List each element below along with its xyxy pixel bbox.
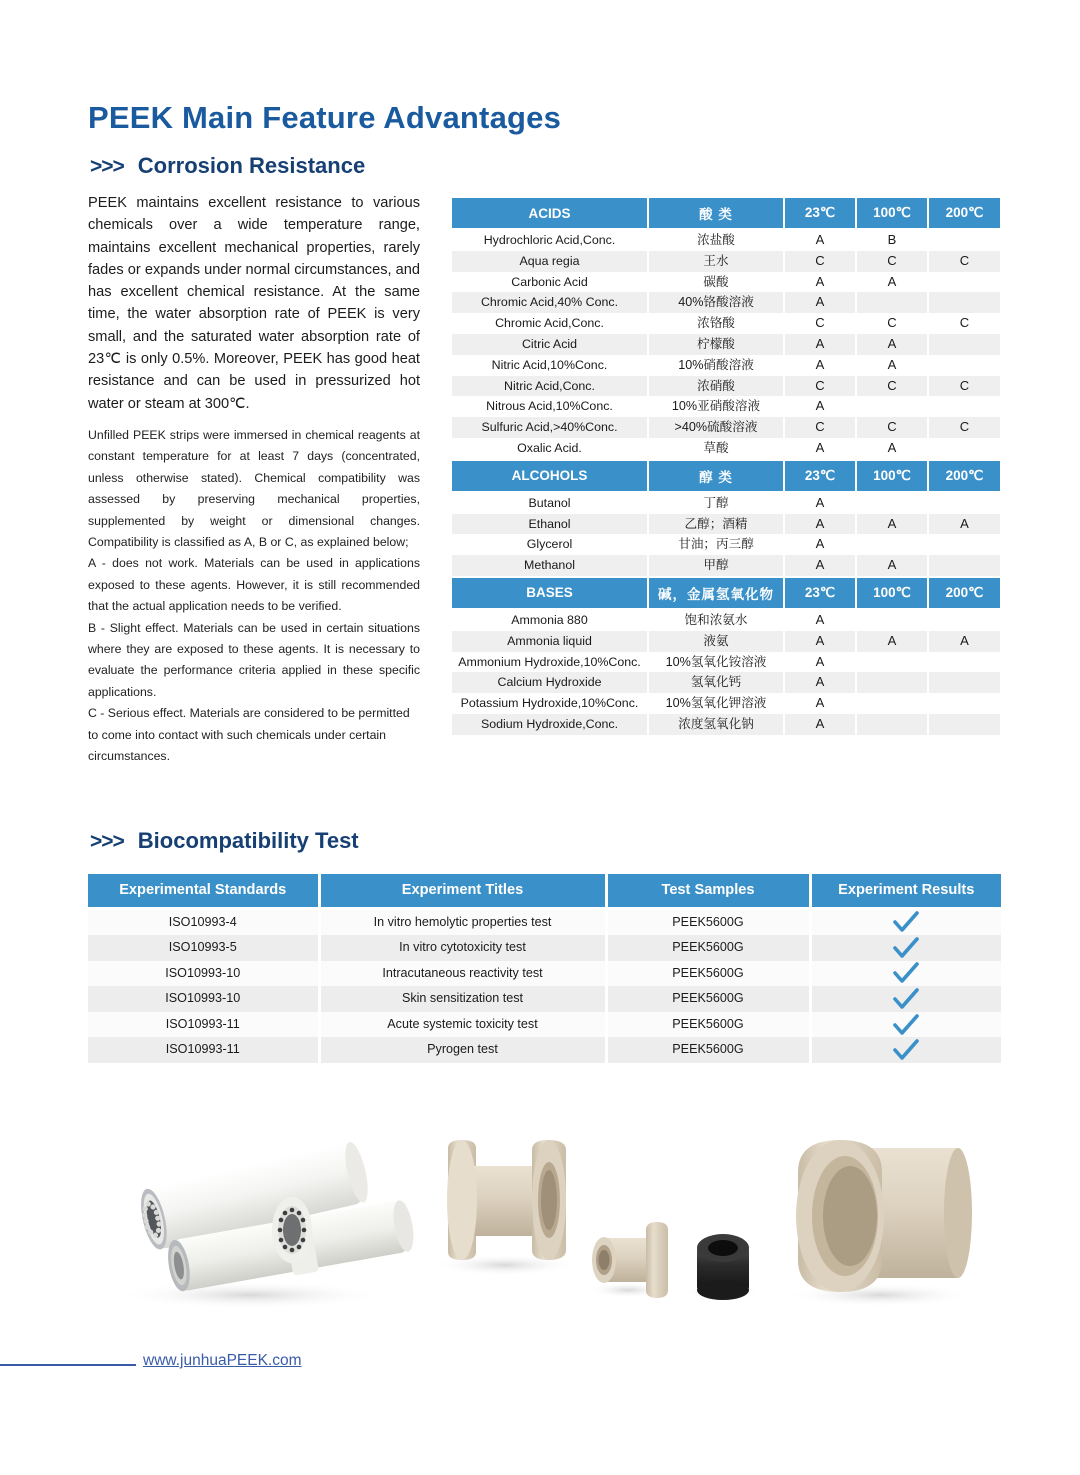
corrosion-method-notes — [88, 425, 420, 768]
column-header: Test Samples — [606, 874, 810, 908]
chemical-name-cn-cell: 浓度氢氧化钠 — [648, 714, 784, 735]
column-header: Experimental Standards — [88, 874, 319, 908]
product-photo-strip — [0, 1080, 1080, 1315]
rating-cell — [928, 672, 1000, 693]
column-header: BASES — [452, 578, 648, 609]
section-title-text: Corrosion Resistance — [137, 153, 366, 178]
test-sample-cell: PEEK5600G — [606, 986, 810, 1012]
section-heading-biocompatibility-test — [90, 828, 359, 854]
rating-cell: A — [928, 631, 1000, 652]
rating-cell — [928, 229, 1000, 251]
chemical-name-cn-cell: 王水 — [648, 251, 784, 272]
table-row — [452, 514, 1000, 535]
chemical-name-cell: Calcium Hydroxide — [452, 672, 648, 693]
peek-black-bushing-photo — [684, 1234, 760, 1300]
peek-flanged-bushing-photo — [433, 1140, 577, 1276]
column-header: Experiment Results — [810, 874, 1001, 908]
rating-cell: A — [856, 334, 928, 355]
table-row — [452, 417, 1000, 438]
table-row — [452, 396, 1000, 417]
table-row — [452, 672, 1000, 693]
experiment-result-cell — [810, 986, 1001, 1012]
rating-cell: A — [784, 396, 856, 417]
table-row — [452, 714, 1000, 735]
table-row — [452, 555, 1000, 576]
column-header: 200℃ — [928, 578, 1000, 609]
experiment-title-cell: Pyrogen test — [319, 1037, 606, 1063]
rating-cell: A — [784, 438, 856, 459]
chemical-name-cn-cell: 10%氢氧化钾溶液 — [648, 693, 784, 714]
chemical-name-cn-cell: >40%硫酸溶液 — [648, 417, 784, 438]
chemical-name-cell: Butanol — [452, 492, 648, 514]
rating-cell: A — [784, 355, 856, 376]
peek-tubes-photo — [115, 1140, 417, 1309]
rating-cell — [928, 438, 1000, 459]
experiment-result-cell — [810, 1012, 1001, 1038]
chevron-marker-icon: >>> — [90, 155, 124, 178]
table-row — [88, 908, 1001, 935]
column-header: ACIDS — [452, 198, 648, 229]
chemical-name-cell: Potassium Hydroxide,10%Conc. — [452, 693, 648, 714]
table-row — [452, 652, 1000, 673]
experiment-title-cell: Acute systemic toxicity test — [319, 1012, 606, 1038]
column-header: 200℃ — [928, 198, 1000, 229]
rating-cell: A — [784, 714, 856, 735]
table-row — [452, 376, 1000, 397]
biocompatibility-results-table — [88, 874, 1001, 1063]
rating-cell: A — [856, 631, 928, 652]
rating-cell — [856, 492, 928, 514]
chemical-compatibility-tables — [452, 198, 1000, 735]
table-row — [452, 313, 1000, 334]
rating-cell — [856, 534, 928, 555]
table-row — [452, 229, 1000, 251]
table-row — [452, 438, 1000, 459]
chemical-table-alcohols — [452, 461, 1000, 576]
rating-cell: C — [856, 417, 928, 438]
table-row — [452, 492, 1000, 514]
rating-cell — [928, 272, 1000, 293]
rating-cell: A — [784, 229, 856, 251]
chemical-name-cell: Citric Acid — [452, 334, 648, 355]
grade-b-paragraph: B - Slight effect. Materials can be used in certain situations where they are exposed to these agents. It is necessary to evaluate the performance criteria applied in these specific applications. — [88, 620, 420, 699]
table-row — [452, 272, 1000, 293]
rating-cell: A — [784, 609, 856, 631]
experiment-result-cell — [810, 935, 1001, 961]
chemical-name-cell: Carbonic Acid — [452, 272, 648, 293]
rating-cell — [928, 292, 1000, 313]
rating-cell: A — [784, 672, 856, 693]
rating-cell: A — [856, 355, 928, 376]
column-header: 23℃ — [784, 198, 856, 229]
chemical-name-cn-cell: 10%亚硝酸溶液 — [648, 396, 784, 417]
rating-cell — [856, 609, 928, 631]
column-header: ALCOHOLS — [452, 461, 648, 492]
rating-cell — [928, 693, 1000, 714]
rating-cell — [928, 334, 1000, 355]
rating-cell: A — [784, 334, 856, 355]
standard-cell: ISO10993-10 — [88, 961, 319, 987]
rating-cell — [928, 396, 1000, 417]
chemical-name-cell: Aqua regia — [452, 251, 648, 272]
section-heading-corrosion-resistance — [90, 153, 365, 179]
rating-cell: C — [928, 376, 1000, 397]
table-row — [88, 1012, 1001, 1038]
standard-cell: ISO10993-5 — [88, 935, 319, 961]
method-paragraph: Unfilled PEEK strips were immersed in chemical reagents at constant temperature for at least 7 days (concentrated, unless otherwise stated). Chemical compatibility was assessed by preserving mechanical properties, supplemented by weight or dimensional changes. Compatibility is classified as A, B or C, as explained below; — [88, 428, 420, 550]
rating-cell — [928, 355, 1000, 376]
column-header: 23℃ — [784, 578, 856, 609]
chemical-name-cn-cell: 10%硝酸溶液 — [648, 355, 784, 376]
test-sample-cell: PEEK5600G — [606, 908, 810, 935]
rating-cell: A — [856, 438, 928, 459]
chemical-name-cell: Sodium Hydroxide,Conc. — [452, 714, 648, 735]
biocompatibility-table — [88, 874, 1001, 1063]
rating-cell: C — [856, 313, 928, 334]
experiment-result-cell — [810, 908, 1001, 935]
grade-c-paragraph: C - Serious effect. Materials are considered to be permitted to come into contact with such chemicals under certain circumstances. — [88, 706, 410, 764]
chemical-name-cell: Ethanol — [452, 514, 648, 535]
table-header-row — [452, 198, 1000, 229]
rating-cell — [928, 609, 1000, 631]
table-row — [452, 609, 1000, 631]
experiment-title-cell: In vitro hemolytic properties test — [319, 908, 606, 935]
standard-cell: ISO10993-4 — [88, 908, 319, 935]
rating-cell: C — [856, 251, 928, 272]
chemical-table-bases — [452, 578, 1000, 735]
chemical-name-cell: Hydrochloric Acid,Conc. — [452, 229, 648, 251]
table-row — [452, 631, 1000, 652]
chemical-name-cn-cell: 甲醇 — [648, 555, 784, 576]
chemical-name-cn-cell: 丁醇 — [648, 492, 784, 514]
check-icon — [893, 962, 919, 984]
rating-cell: A — [784, 492, 856, 514]
experiment-title-cell: In vitro cytotoxicity test — [319, 935, 606, 961]
rating-cell — [856, 396, 928, 417]
rating-cell: A — [784, 534, 856, 555]
footer-divider — [0, 1364, 136, 1366]
chemical-name-cn-cell: 乙醇；酒精 — [648, 514, 784, 535]
test-sample-cell: PEEK5600G — [606, 961, 810, 987]
column-header: 200℃ — [928, 461, 1000, 492]
column-header: 23℃ — [784, 461, 856, 492]
rating-cell — [856, 672, 928, 693]
column-header: 酸 类 — [648, 198, 784, 229]
column-header: 100℃ — [856, 198, 928, 229]
rating-cell: C — [928, 251, 1000, 272]
grade-a-paragraph: A - does not work. Materials can be used in applications exposed to these agents. However, it is still recommended that the actual application needs to be verified. — [88, 556, 420, 614]
experiment-title-cell: Skin sensitization test — [319, 986, 606, 1012]
standard-cell: ISO10993-11 — [88, 1012, 319, 1038]
rating-cell — [856, 714, 928, 735]
rating-cell: C — [856, 376, 928, 397]
chemical-name-cell: Chromic Acid,40% Conc. — [452, 292, 648, 313]
table-row — [452, 355, 1000, 376]
chemical-name-cn-cell: 浓硝酸 — [648, 376, 784, 397]
rating-cell: C — [928, 313, 1000, 334]
chemical-name-cn-cell: 甘油；丙三醇 — [648, 534, 784, 555]
footer-website-link[interactable]: www.junhuaPEEK.com — [143, 1352, 302, 1369]
chemical-name-cn-cell: 浓盐酸 — [648, 229, 784, 251]
standard-cell: ISO10993-10 — [88, 986, 319, 1012]
chemical-name-cell: Sulfuric Acid,>40%Conc. — [452, 417, 648, 438]
rating-cell: A — [784, 292, 856, 313]
table-header-row — [452, 461, 1000, 492]
product-photos-svg — [0, 1080, 1080, 1315]
rating-cell — [856, 292, 928, 313]
table-row — [88, 986, 1001, 1012]
test-sample-cell: PEEK5600G — [606, 1037, 810, 1063]
test-sample-cell: PEEK5600G — [606, 935, 810, 961]
table-row — [452, 693, 1000, 714]
chemical-name-cn-cell: 浓铬酸 — [648, 313, 784, 334]
chemical-name-cn-cell: 草酸 — [648, 438, 784, 459]
table-row — [452, 534, 1000, 555]
rating-cell: A — [784, 693, 856, 714]
table-row — [452, 251, 1000, 272]
check-icon — [893, 911, 919, 933]
chemical-name-cell: Nitric Acid,10%Conc. — [452, 355, 648, 376]
page-title: PEEK Main Feature Advantages — [88, 100, 562, 135]
peek-large-bushing-photo — [785, 1140, 975, 1307]
rating-cell: C — [928, 417, 1000, 438]
experiment-result-cell — [810, 1037, 1001, 1063]
rating-cell: A — [856, 514, 928, 535]
table-row — [452, 292, 1000, 313]
rating-cell: B — [856, 229, 928, 251]
column-header: 碱，金属氢氧化物 — [648, 578, 784, 609]
rating-cell: A — [784, 514, 856, 535]
peek-small-bushing-photo — [588, 1222, 668, 1298]
rating-cell: A — [784, 631, 856, 652]
chemical-name-cell: Oxalic Acid. — [452, 438, 648, 459]
column-header: Experiment Titles — [319, 874, 606, 908]
rating-cell: A — [928, 514, 1000, 535]
rating-cell: A — [784, 652, 856, 673]
standard-cell: ISO10993-11 — [88, 1037, 319, 1063]
check-icon — [893, 1014, 919, 1036]
check-icon — [893, 1039, 919, 1061]
rating-cell — [856, 693, 928, 714]
table-row — [88, 935, 1001, 961]
chemical-name-cn-cell: 氢氧化钙 — [648, 672, 784, 693]
rating-cell — [928, 652, 1000, 673]
chemical-name-cn-cell: 饱和浓氨水 — [648, 609, 784, 631]
section-title-text: Biocompatibility Test — [137, 828, 359, 853]
table-row — [452, 334, 1000, 355]
chemical-name-cell: Nitrous Acid,10%Conc. — [452, 396, 648, 417]
chemical-name-cell: Chromic Acid,Conc. — [452, 313, 648, 334]
table-row — [88, 961, 1001, 987]
experiment-title-cell: Intracutaneous reactivity test — [319, 961, 606, 987]
table-row — [88, 1037, 1001, 1063]
chemical-name-cn-cell: 柠檬酸 — [648, 334, 784, 355]
chemical-name-cell: Ammonium Hydroxide,10%Conc. — [452, 652, 648, 673]
rating-cell — [928, 534, 1000, 555]
chemical-name-cn-cell: 10%氢氧化铵溶液 — [648, 652, 784, 673]
chemical-name-cell: Ammonia 880 — [452, 609, 648, 631]
rating-cell — [928, 714, 1000, 735]
column-header: 100℃ — [856, 461, 928, 492]
rating-cell: C — [784, 251, 856, 272]
rating-cell: C — [784, 376, 856, 397]
chemical-name-cn-cell: 40%铬酸溶液 — [648, 292, 784, 313]
chemical-name-cell: Ammonia liquid — [452, 631, 648, 652]
chevron-marker-icon: >>> — [90, 830, 124, 853]
chemical-name-cn-cell: 碳酸 — [648, 272, 784, 293]
table-header-row — [88, 874, 1001, 908]
chemical-name-cell: Nitric Acid,Conc. — [452, 376, 648, 397]
chemical-name-cn-cell: 液氨 — [648, 631, 784, 652]
rating-cell: A — [784, 272, 856, 293]
rating-cell — [856, 652, 928, 673]
chemical-name-cell: Glycerol — [452, 534, 648, 555]
column-header: 100℃ — [856, 578, 928, 609]
rating-cell: C — [784, 417, 856, 438]
lead-text: PEEK maintains excellent resistance to various chemicals over a wide temperature range, maintains excellent mechanical properties, rarely fades or expands under normal circumstances, and has excellent chemical resistance. At the same time, the water absorption rate of PEEK is very small, and the saturated water absorption rate of 23℃ is only 0.5%. Moreover, PEEK has good heat resistance and can be used in pressurized hot water or steam at 300℃. — [88, 195, 420, 412]
test-sample-cell: PEEK5600G — [606, 1012, 810, 1038]
experiment-result-cell — [810, 961, 1001, 987]
corrosion-lead-paragraph — [88, 192, 420, 415]
check-icon — [893, 937, 919, 959]
table-header-row — [452, 578, 1000, 609]
rating-cell: A — [856, 272, 928, 293]
check-icon — [893, 988, 919, 1010]
rating-cell: A — [856, 555, 928, 576]
rating-cell: A — [784, 555, 856, 576]
column-header: 醇 类 — [648, 461, 784, 492]
rating-cell — [928, 555, 1000, 576]
chemical-table-acids — [452, 198, 1000, 459]
rating-cell — [928, 492, 1000, 514]
rating-cell: C — [784, 313, 856, 334]
chemical-name-cell: Methanol — [452, 555, 648, 576]
